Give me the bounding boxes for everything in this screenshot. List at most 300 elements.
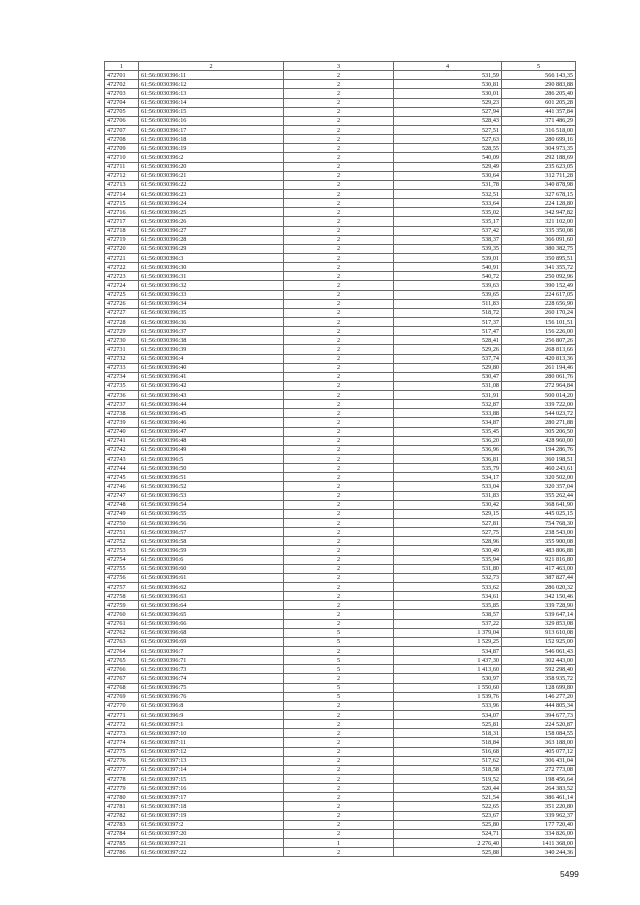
- area-cell: 529,23: [394, 98, 502, 107]
- area-cell: 527,75: [394, 528, 502, 537]
- area-cell: 534,87: [394, 647, 502, 656]
- row-number-cell: 472732: [105, 354, 139, 363]
- table-row: [105, 107, 576, 116]
- value-cell: 380 382,75: [502, 244, 576, 253]
- value-cell: 198 456,64: [502, 774, 576, 783]
- area-cell: 527,63: [394, 135, 502, 144]
- cadastral-number-cell: 61:56:0030396:20: [139, 162, 284, 171]
- area-cell: 535,94: [394, 555, 502, 564]
- category-cell: 5: [284, 692, 394, 701]
- cadastral-number-cell: 61:56:0030396:22: [139, 180, 284, 189]
- category-cell: 2: [284, 98, 394, 107]
- value-cell: 286 205,40: [502, 89, 576, 98]
- value-cell: 335 350,08: [502, 226, 576, 235]
- area-cell: 536,20: [394, 436, 502, 445]
- table-row: [105, 820, 576, 829]
- row-number-cell: 472765: [105, 656, 139, 665]
- area-cell: 532,87: [394, 400, 502, 409]
- category-cell: 2: [284, 317, 394, 326]
- cadastral-number-cell: 61:56:0030396:35: [139, 308, 284, 317]
- value-cell: 342 947,82: [502, 208, 576, 217]
- cadastral-number-cell: 61:56:0030396:25: [139, 208, 284, 217]
- category-cell: 2: [284, 308, 394, 317]
- area-cell: 2 276,40: [394, 838, 502, 847]
- area-cell: 511,83: [394, 299, 502, 308]
- area-cell: 518,84: [394, 738, 502, 747]
- value-cell: 500 014,20: [502, 391, 576, 400]
- cadastral-number-cell: 61:56:0030397:1: [139, 720, 284, 729]
- area-cell: 530,81: [394, 80, 502, 89]
- area-cell: 535,85: [394, 601, 502, 610]
- category-cell: 5: [284, 656, 394, 665]
- table-row: [105, 528, 576, 537]
- cadastral-number-cell: 61:56:0030396:48: [139, 436, 284, 445]
- value-cell: 340 244,36: [502, 848, 576, 857]
- category-cell: 2: [284, 180, 394, 189]
- category-cell: 2: [284, 848, 394, 857]
- cadastral-number-cell: 61:56:0030397:22: [139, 848, 284, 857]
- cadastral-number-cell: 61:56:0030397:20: [139, 829, 284, 838]
- row-number-cell: 472768: [105, 683, 139, 692]
- row-number-cell: 472783: [105, 820, 139, 829]
- category-cell: 2: [284, 153, 394, 162]
- row-number-cell: 472738: [105, 409, 139, 418]
- row-number-cell: 472703: [105, 89, 139, 98]
- table-row: [105, 391, 576, 400]
- value-cell: 566 143,35: [502, 71, 576, 80]
- cadastral-number-cell: 61:56:0030396:52: [139, 482, 284, 491]
- area-cell: 517,47: [394, 327, 502, 336]
- table-row: [105, 125, 576, 134]
- value-cell: 358 935,72: [502, 674, 576, 683]
- cadastral-number-cell: 61:56:0030396:21: [139, 171, 284, 180]
- area-cell: 530,01: [394, 89, 502, 98]
- row-number-cell: 472744: [105, 464, 139, 473]
- cadastral-number-cell: 61:56:0030396:66: [139, 619, 284, 628]
- cadastral-number-cell: 61:56:0030397:19: [139, 811, 284, 820]
- row-number-cell: 472756: [105, 573, 139, 582]
- row-number-cell: 472708: [105, 135, 139, 144]
- value-cell: 371 486,29: [502, 116, 576, 125]
- cadastral-number-cell: 61:56:0030396:46: [139, 418, 284, 427]
- value-cell: 420 813,36: [502, 354, 576, 363]
- area-cell: 534,61: [394, 592, 502, 601]
- table-row: [105, 573, 576, 582]
- row-number-cell: 472726: [105, 299, 139, 308]
- category-cell: 2: [284, 573, 394, 582]
- cadastral-number-cell: 61:56:0030396:38: [139, 336, 284, 345]
- table-row: [105, 71, 576, 80]
- cadastral-number-cell: 61:56:0030396:9: [139, 710, 284, 719]
- cadastral-number-cell: 61:56:0030396:65: [139, 610, 284, 619]
- cadastral-number-cell: 61:56:0030396:14: [139, 98, 284, 107]
- cadastral-number-cell: 61:56:0030397:21: [139, 838, 284, 847]
- category-cell: 2: [284, 345, 394, 354]
- category-cell: 2: [284, 601, 394, 610]
- row-number-cell: 472739: [105, 418, 139, 427]
- row-number-cell: 472775: [105, 747, 139, 756]
- row-number-cell: 472704: [105, 98, 139, 107]
- cadastral-number-cell: 61:56:0030396:69: [139, 637, 284, 646]
- area-cell: 531,91: [394, 391, 502, 400]
- value-cell: 302 443,00: [502, 656, 576, 665]
- area-cell: 524,71: [394, 829, 502, 838]
- cadastral-number-cell: 61:56:0030396:5: [139, 455, 284, 464]
- cadastral-number-cell: 61:56:0030397:12: [139, 747, 284, 756]
- category-cell: 2: [284, 555, 394, 564]
- cadastral-number-cell: 61:56:0030396:54: [139, 500, 284, 509]
- table-row: [105, 455, 576, 464]
- row-number-cell: 472758: [105, 592, 139, 601]
- table-row: [105, 372, 576, 381]
- area-cell: 538,37: [394, 235, 502, 244]
- cadastral-number-cell: 61:56:0030396:26: [139, 217, 284, 226]
- cadastral-number-cell: 61:56:0030396:49: [139, 445, 284, 454]
- cadastral-number-cell: 61:56:0030397:15: [139, 774, 284, 783]
- table-row: [105, 436, 576, 445]
- cadastral-number-cell: 61:56:0030396:53: [139, 491, 284, 500]
- cadastral-number-cell: 61:56:0030396:23: [139, 189, 284, 198]
- cadastral-number-cell: 61:56:0030396:4: [139, 354, 284, 363]
- cadastral-number-cell: 61:56:0030397:17: [139, 793, 284, 802]
- category-cell: 2: [284, 372, 394, 381]
- row-number-cell: 472701: [105, 71, 139, 80]
- column-header-3: 3: [284, 62, 394, 71]
- value-cell: 250 092,96: [502, 272, 576, 281]
- row-number-cell: 472705: [105, 107, 139, 116]
- area-cell: 518,58: [394, 765, 502, 774]
- cadastral-number-cell: 61:56:0030396:50: [139, 464, 284, 473]
- table-row: [105, 445, 576, 454]
- area-cell: 531,83: [394, 491, 502, 500]
- category-cell: 5: [284, 637, 394, 646]
- value-cell: 224 617,05: [502, 290, 576, 299]
- area-cell: 535,45: [394, 427, 502, 436]
- area-cell: 1 550,60: [394, 683, 502, 692]
- table-row: [105, 327, 576, 336]
- row-number-cell: 472780: [105, 793, 139, 802]
- table-row: [105, 381, 576, 390]
- category-cell: 2: [284, 125, 394, 134]
- value-cell: 272 964,84: [502, 381, 576, 390]
- table-row: [105, 674, 576, 683]
- cadastral-number-cell: 61:56:0030396:64: [139, 601, 284, 610]
- row-number-cell: 472786: [105, 848, 139, 857]
- value-cell: 428 960,00: [502, 436, 576, 445]
- area-cell: 1 529,25: [394, 637, 502, 646]
- area-cell: 530,47: [394, 372, 502, 381]
- cadastral-number-cell: 61:56:0030396:57: [139, 528, 284, 537]
- table-row: [105, 464, 576, 473]
- page-number: 5499: [560, 869, 579, 879]
- category-cell: 2: [284, 381, 394, 390]
- area-cell: 525,80: [394, 820, 502, 829]
- table-row: [105, 838, 576, 847]
- value-cell: 390 152,49: [502, 281, 576, 290]
- value-cell: 264 383,52: [502, 784, 576, 793]
- table-row: [105, 253, 576, 262]
- row-number-cell: 472718: [105, 226, 139, 235]
- value-cell: 341 355,72: [502, 263, 576, 272]
- category-cell: 2: [284, 793, 394, 802]
- area-cell: 525,88: [394, 848, 502, 857]
- category-cell: 2: [284, 811, 394, 820]
- category-cell: 2: [284, 400, 394, 409]
- category-cell: 5: [284, 628, 394, 637]
- category-cell: 2: [284, 710, 394, 719]
- value-cell: 320 357,04: [502, 482, 576, 491]
- value-cell: 1411 368,00: [502, 838, 576, 847]
- table-row: [105, 519, 576, 528]
- category-cell: 5: [284, 683, 394, 692]
- cadastral-number-cell: 61:56:0030396:33: [139, 290, 284, 299]
- area-cell: 516,68: [394, 747, 502, 756]
- table-row: [105, 354, 576, 363]
- value-cell: 224 520,87: [502, 720, 576, 729]
- row-number-cell: 472746: [105, 482, 139, 491]
- cadastral-number-cell: 61:56:0030396:63: [139, 592, 284, 601]
- row-number-cell: 472753: [105, 546, 139, 555]
- cadastral-number-cell: 61:56:0030396:2: [139, 153, 284, 162]
- category-cell: 2: [284, 263, 394, 272]
- table-row: [105, 482, 576, 491]
- category-cell: 2: [284, 217, 394, 226]
- area-cell: 518,31: [394, 729, 502, 738]
- category-cell: 2: [284, 820, 394, 829]
- row-number-cell: 472735: [105, 381, 139, 390]
- area-cell: 532,51: [394, 189, 502, 198]
- column-header-5: 5: [502, 62, 576, 71]
- table-row: [105, 665, 576, 674]
- area-cell: 529,49: [394, 162, 502, 171]
- value-cell: 312 711,28: [502, 171, 576, 180]
- category-cell: 2: [284, 272, 394, 281]
- category-cell: 2: [284, 455, 394, 464]
- row-number-cell: 472725: [105, 290, 139, 299]
- value-cell: 156 101,51: [502, 317, 576, 326]
- category-cell: 2: [284, 208, 394, 217]
- cadastral-number-cell: 61:56:0030396:18: [139, 135, 284, 144]
- row-number-cell: 472734: [105, 372, 139, 381]
- category-cell: 2: [284, 363, 394, 372]
- row-number-cell: 472714: [105, 189, 139, 198]
- table-row: [105, 281, 576, 290]
- row-number-cell: 472779: [105, 784, 139, 793]
- value-cell: 286 020,32: [502, 583, 576, 592]
- cadastral-number-cell: 61:56:0030396:40: [139, 363, 284, 372]
- area-cell: 540,09: [394, 153, 502, 162]
- category-cell: 2: [284, 482, 394, 491]
- cadastral-number-cell: 61:56:0030396:58: [139, 537, 284, 546]
- value-cell: 177 720,40: [502, 820, 576, 829]
- area-cell: 535,02: [394, 208, 502, 217]
- row-number-cell: 472702: [105, 80, 139, 89]
- cadastral-number-cell: 61:56:0030396:19: [139, 144, 284, 153]
- row-number-cell: 472755: [105, 564, 139, 573]
- row-number-cell: 472763: [105, 637, 139, 646]
- value-cell: 238 543,00: [502, 528, 576, 537]
- table-row: [105, 89, 576, 98]
- category-cell: 2: [284, 107, 394, 116]
- row-number-cell: 472777: [105, 765, 139, 774]
- area-cell: 529,26: [394, 345, 502, 354]
- row-number-cell: 472774: [105, 738, 139, 747]
- value-cell: 360 198,51: [502, 455, 576, 464]
- row-number-cell: 472781: [105, 802, 139, 811]
- area-cell: 539,01: [394, 253, 502, 262]
- row-number-cell: 472757: [105, 583, 139, 592]
- value-cell: 546 061,43: [502, 647, 576, 656]
- category-cell: 1: [284, 838, 394, 847]
- value-cell: 280 271,88: [502, 418, 576, 427]
- value-cell: 316 518,00: [502, 125, 576, 134]
- value-cell: 256 807,26: [502, 336, 576, 345]
- category-cell: 2: [284, 592, 394, 601]
- row-number-cell: 472740: [105, 427, 139, 436]
- cadastral-number-cell: 61:56:0030397:16: [139, 784, 284, 793]
- row-number-cell: 472778: [105, 774, 139, 783]
- table-row: [105, 628, 576, 637]
- row-number-cell: 472782: [105, 811, 139, 820]
- category-cell: 2: [284, 519, 394, 528]
- table-row: [105, 592, 576, 601]
- row-number-cell: 472713: [105, 180, 139, 189]
- table-row: [105, 756, 576, 765]
- table-row: [105, 180, 576, 189]
- row-number-cell: 472764: [105, 647, 139, 656]
- cadastral-number-cell: 61:56:0030396:60: [139, 564, 284, 573]
- table-row: [105, 235, 576, 244]
- value-cell: 158 084,55: [502, 729, 576, 738]
- value-cell: 444 805,34: [502, 701, 576, 710]
- table-row: [105, 848, 576, 857]
- category-cell: 2: [284, 747, 394, 756]
- table-row: [105, 290, 576, 299]
- column-header-2: 2: [139, 62, 284, 71]
- category-cell: 2: [284, 354, 394, 363]
- value-cell: 417 463,00: [502, 564, 576, 573]
- category-cell: 2: [284, 135, 394, 144]
- value-cell: 355 262,44: [502, 491, 576, 500]
- area-cell: 519,52: [394, 774, 502, 783]
- value-cell: 272 773,08: [502, 765, 576, 774]
- cadastral-number-cell: 61:56:0030396:76: [139, 692, 284, 701]
- table-row: [105, 153, 576, 162]
- row-number-cell: 472720: [105, 244, 139, 253]
- cadastral-number-cell: 61:56:0030396:41: [139, 372, 284, 381]
- category-cell: 2: [284, 784, 394, 793]
- category-cell: 2: [284, 464, 394, 473]
- area-cell: 530,49: [394, 546, 502, 555]
- category-cell: 2: [284, 71, 394, 80]
- table-row: [105, 409, 576, 418]
- category-cell: 2: [284, 528, 394, 537]
- cadastral-number-cell: 61:56:0030396:43: [139, 391, 284, 400]
- table-row: [105, 217, 576, 226]
- row-number-cell: 472754: [105, 555, 139, 564]
- table-row: [105, 784, 576, 793]
- value-cell: 363 188,00: [502, 738, 576, 747]
- cadastral-number-cell: 61:56:0030396:47: [139, 427, 284, 436]
- category-cell: 2: [284, 647, 394, 656]
- row-number-cell: 472717: [105, 217, 139, 226]
- value-cell: 268 813,66: [502, 345, 576, 354]
- category-cell: 2: [284, 564, 394, 573]
- table-row: [105, 263, 576, 272]
- cadastral-number-cell: 61:56:0030396:73: [139, 665, 284, 674]
- area-cell: 521,54: [394, 793, 502, 802]
- category-cell: 2: [284, 336, 394, 345]
- table-row: [105, 299, 576, 308]
- area-cell: 535,79: [394, 464, 502, 473]
- category-cell: 2: [284, 409, 394, 418]
- value-cell: 334 826,00: [502, 829, 576, 838]
- row-number-cell: 472712: [105, 171, 139, 180]
- row-number-cell: 472722: [105, 263, 139, 272]
- cadastral-number-cell: 61:56:0030396:56: [139, 519, 284, 528]
- area-cell: 531,08: [394, 381, 502, 390]
- area-cell: 518,72: [394, 308, 502, 317]
- value-cell: 441 357,84: [502, 107, 576, 116]
- cadastral-number-cell: 61:56:0030396:24: [139, 199, 284, 208]
- area-cell: 532,73: [394, 573, 502, 582]
- row-number-cell: 472785: [105, 838, 139, 847]
- cadastral-number-cell: 61:56:0030396:62: [139, 583, 284, 592]
- row-number-cell: 472742: [105, 445, 139, 454]
- area-cell: 527,94: [394, 107, 502, 116]
- area-cell: 533,88: [394, 409, 502, 418]
- category-cell: 2: [284, 774, 394, 783]
- value-cell: 350 895,51: [502, 253, 576, 262]
- row-number-cell: 472772: [105, 720, 139, 729]
- row-number-cell: 472719: [105, 235, 139, 244]
- category-cell: 2: [284, 720, 394, 729]
- category-cell: 2: [284, 701, 394, 710]
- category-cell: 2: [284, 509, 394, 518]
- table-row: [105, 400, 576, 409]
- table-row: [105, 98, 576, 107]
- category-cell: 2: [284, 226, 394, 235]
- table-row: [105, 619, 576, 628]
- table-row: [105, 272, 576, 281]
- area-cell: 540,72: [394, 272, 502, 281]
- cadastral-number-cell: 61:56:0030396:74: [139, 674, 284, 683]
- table-row: [105, 729, 576, 738]
- table-row: [105, 546, 576, 555]
- area-cell: 530,97: [394, 674, 502, 683]
- row-number-cell: 472716: [105, 208, 139, 217]
- table-row: [105, 583, 576, 592]
- area-cell: 522,65: [394, 802, 502, 811]
- cadastral-number-cell: 61:56:0030397:14: [139, 765, 284, 774]
- category-cell: 2: [284, 491, 394, 500]
- row-number-cell: 472747: [105, 491, 139, 500]
- table-row: [105, 336, 576, 345]
- category-cell: 2: [284, 829, 394, 838]
- row-number-cell: 472752: [105, 537, 139, 546]
- category-cell: 2: [284, 80, 394, 89]
- category-cell: 2: [284, 500, 394, 509]
- category-cell: 2: [284, 89, 394, 98]
- table-row: [105, 345, 576, 354]
- table-row: [105, 802, 576, 811]
- area-cell: 517,62: [394, 756, 502, 765]
- category-cell: 2: [284, 199, 394, 208]
- cadastral-number-cell: 61:56:0030396:36: [139, 317, 284, 326]
- row-number-cell: 472761: [105, 619, 139, 628]
- cadastral-number-cell: 61:56:0030396:11: [139, 71, 284, 80]
- category-cell: 2: [284, 674, 394, 683]
